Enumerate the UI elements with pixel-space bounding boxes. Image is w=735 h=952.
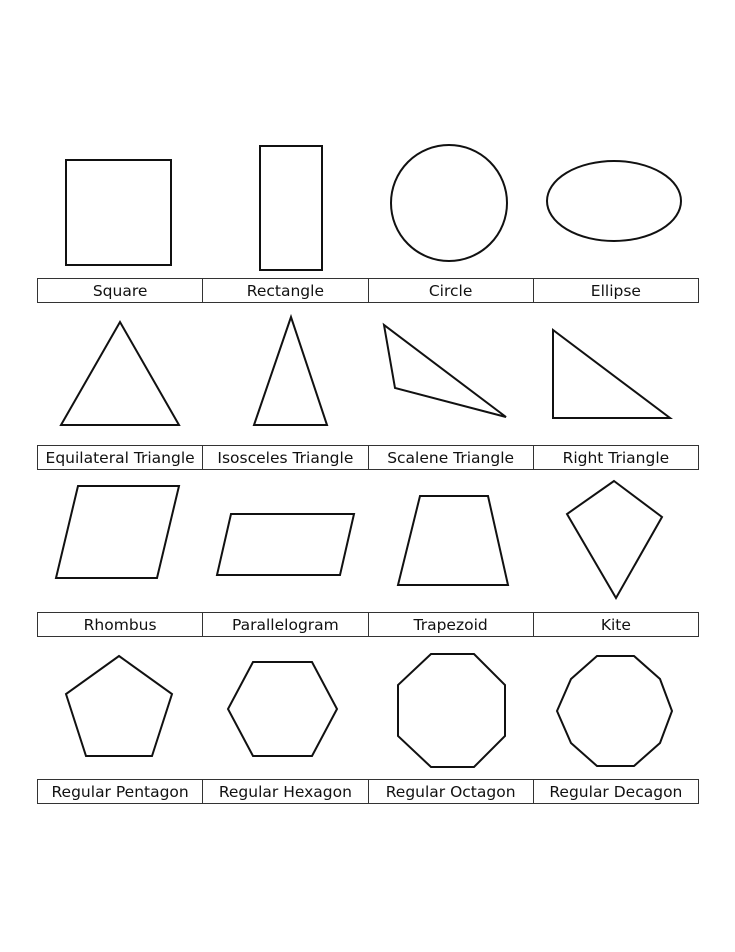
regular-octagon-shape — [398, 654, 505, 767]
label-row-1 — [37, 278, 699, 303]
label-trapezoid: Trapezoid — [369, 613, 534, 636]
label-parallelogram: Parallelogram — [203, 613, 368, 636]
regular-hexagon-shape — [228, 662, 337, 756]
ellipse-shape — [547, 161, 681, 241]
label-rectangle: Rectangle — [203, 279, 368, 302]
circle-shape — [391, 145, 507, 261]
label-row-2 — [37, 445, 699, 470]
label-isosceles-triangle: Isosceles Triangle — [203, 446, 368, 469]
label-equilateral-triangle: Equilateral Triangle — [38, 446, 203, 469]
parallelogram-shape — [217, 514, 354, 575]
label-regular-hexagon: Regular Hexagon — [203, 780, 368, 803]
label-regular-octagon: Regular Octagon — [369, 780, 534, 803]
rectangle-shape — [260, 146, 322, 270]
kite-shape — [567, 481, 662, 598]
label-row-3 — [37, 612, 699, 637]
label-kite: Kite — [600, 615, 631, 634]
regular-pentagon-shape — [66, 656, 172, 756]
label-square: Square — [38, 279, 203, 302]
scalene-triangle-shape — [384, 325, 506, 417]
square-shape — [66, 160, 171, 265]
trapezoid-shape — [398, 496, 508, 585]
label-row-4 — [37, 779, 699, 804]
label-scalene-triangle: Scalene Triangle — [369, 446, 534, 469]
label-ellipse: Ellipse — [590, 281, 641, 300]
rhombus-shape — [56, 486, 179, 578]
label-regular-decagon: Regular Decagon — [549, 782, 683, 801]
equilateral-triangle-shape — [61, 322, 179, 425]
isosceles-triangle-shape — [254, 317, 327, 425]
label-regular-pentagon: Regular Pentagon — [38, 780, 203, 803]
label-rhombus: Rhombus — [38, 613, 203, 636]
regular-decagon-shape — [557, 656, 672, 766]
label-right-triangle: Right Triangle — [562, 448, 670, 467]
right-triangle-shape — [553, 330, 670, 418]
label-circle: Circle — [369, 279, 534, 302]
